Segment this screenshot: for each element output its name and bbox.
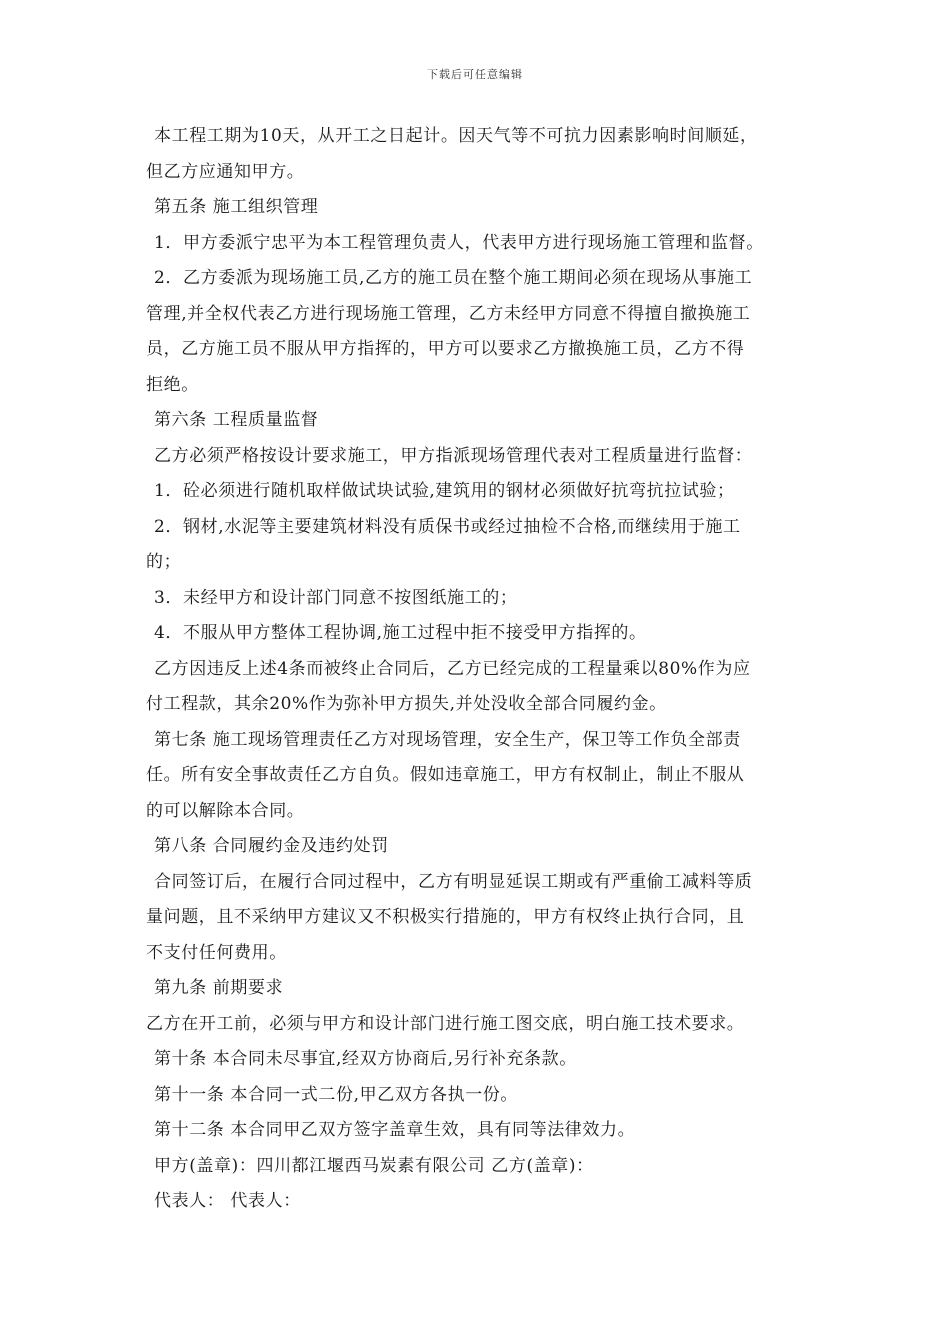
text-line: 量问题，且不采纳甲方建议又不积极实行措施的，甲方有权终止执行合同，且 xyxy=(146,907,745,927)
text-line: 管理,并全权代表乙方进行现场施工管理，乙方未经甲方同意不得擅自撤换施工 xyxy=(146,303,751,324)
text-line: 拒绝。 xyxy=(146,374,199,395)
text-line: 第十一条 本合同一式二份,甲乙双方各执一份。 xyxy=(154,1084,519,1105)
text-line: 员，乙方施工员不服从甲方指挥的，甲方可以要求乙方撤换施工员，乙方不得 xyxy=(146,339,745,359)
text-line: 乙方必须严格按设计要求施工，甲方指派现场管理代表对工程质量进行监督： xyxy=(154,445,753,466)
text-line: 但乙方应通知甲方。 xyxy=(146,161,305,182)
text-line: 2．乙方委派为现场施工员,乙方的施工员在整个施工期间必须在现场从事施工 xyxy=(154,268,753,288)
text-line: 第十二条 本合同甲乙双方签字盖章生效，具有同等法律效力。 xyxy=(154,1120,636,1140)
text-line: 1．甲方委派宁忠平为本工程管理负责人，代表甲方进行现场施工管理和监督。 xyxy=(154,232,764,253)
text-line: 第五条 施工组织管理 xyxy=(154,197,319,217)
text-line: 第八条 合同履约金及违约处罚 xyxy=(154,836,389,856)
text-line: 的； xyxy=(146,552,182,572)
text-line: 3．未经甲方和设计部门同意不按图纸施工的； xyxy=(154,587,518,608)
text-line: 第十条 本合同未尽事宜,经双方协商后,另行补充条款。 xyxy=(154,1049,577,1069)
text-line: 第九条 前期要求 xyxy=(154,978,284,998)
text-line: 2．钢材,水泥等主要建筑材料没有质保书或经过抽检不合格,而继续用于施工 xyxy=(154,516,741,537)
text-line: 乙方因违反上述4条而被终止合同后，乙方已经完成的工程量乘以80%作为应 xyxy=(154,658,751,679)
text-line: 的可以解除本合同。 xyxy=(146,800,305,821)
text-line: 1．砼必须进行随机取样做试块试验,建筑用的钢材必须做好抗弯抗拉试验； xyxy=(154,481,735,501)
text-line: 乙方在开工前，必须与甲方和设计部门进行施工图交底，明白施工技术要求。 xyxy=(146,1013,745,1034)
text-line: 代表人： 代表人： xyxy=(154,1191,301,1211)
text-line: 4．不服从甲方整体工程协调,施工过程中拒不接受甲方指挥的。 xyxy=(154,623,647,643)
text-line: 第七条 施工现场管理责任乙方对现场管理，安全生产，保卫等工作负全部责 xyxy=(154,729,741,750)
text-line: 本工程工期为10天，从开工之日起计。因天气等不可抗力因素影响时间顺延， xyxy=(154,126,758,146)
text-line: 任。所有安全事故责任乙方自负。假如违章施工，甲方有权制止，制止不服从 xyxy=(146,765,745,785)
text-line: 不支付任何费用。 xyxy=(146,942,287,963)
document-body xyxy=(146,119,822,1220)
text-line: 第六条 工程质量监督 xyxy=(154,410,319,430)
page-header: 下载后可任意编辑 xyxy=(427,68,523,81)
text-line: 甲方(盖章)：四川都江堰西马炭素有限公司 乙方(盖章)： xyxy=(154,1155,594,1176)
text-line: 合同签订后，在履行合同过程中，乙方有明显延误工期或有严重偷工减料等质 xyxy=(154,871,753,892)
text-line: 付工程款，其余20%作为弥补甲方损失,并处没收全部合同履约金。 xyxy=(146,694,667,714)
